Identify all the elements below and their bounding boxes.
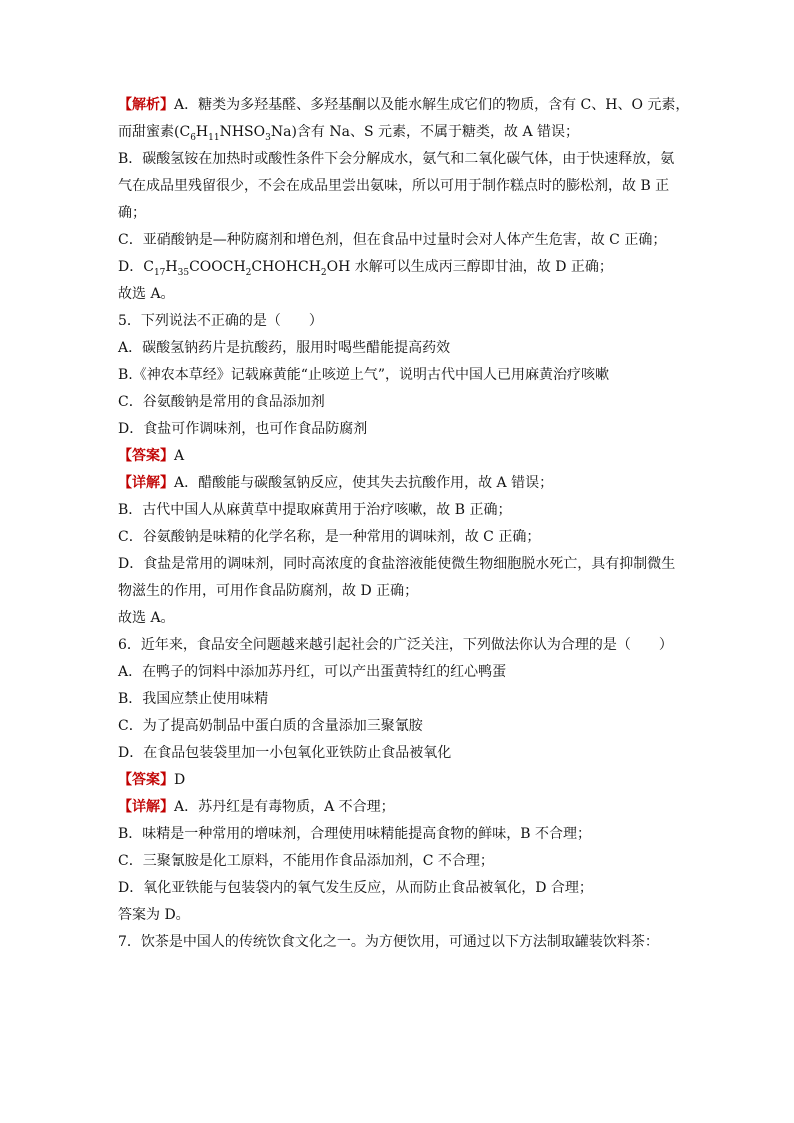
q6-detail-line-3: C．三聚氰胺是化工原料，不能用作食品添加剂，C 不合理； [118,853,494,869]
q5-stem: 5．下列说法不正确的是（ ） [118,313,323,329]
q6-option-b: B．我国应禁止使用味精 [118,691,269,707]
q6-conclusion: 答案为 D。 [118,907,190,923]
q6-detail-line-4: D．氧化亚铁能与包装袋内的氧气发生反应，从而防止食品被氧化，D 合理； [118,880,593,896]
q5-conclusion: 故选 A。 [118,610,175,626]
q4-conclusion: 故选 A。 [118,286,175,302]
q5-option-c: C．谷氨酸钠是常用的食品添加剂 [118,394,325,410]
q5-detail-line-3: C．谷氨酸钠是味精的化学名称，是一种常用的调味剂，故 C 正确； [118,529,541,545]
q6-answer: 【答案】D [118,772,186,788]
q4-analysis-line-4: 气在成品里残留很少，不会在成品里尝出氨味，所以可用于制作糕点时的膨松剂，故 B 正 [118,178,670,194]
q5-answer: 【答案】A [118,448,185,464]
q4-analysis-line-6: C．亚硝酸钠是—种防腐剂和增色剂，但在食品中过量时会对人体产生危害，故 C 正确； [118,232,667,248]
document-body [118,92,690,956]
detail-tag: 【详解】 [118,799,174,815]
q4-analysis-line-7: D．$C_{17}H_{35}COOCH_2CHOHCH_2OH$ 水解可以生成丙三醇即甘油，故 D 正确； [118,259,613,278]
q5-option-a: A．碳酸氢钠药片是抗酸药，服用时喝些醋能提高药效 [118,340,451,356]
q4-analysis-line-3: B．碳酸氢铵在加热时或酸性条件下会分解成水，氨气和二氧化碳气体，由于快速释放，氨 [118,151,675,167]
q6-detail-line-2: B．味精是一种常用的增味剂，合理使用味精能提高食物的鲜味，B 不合理； [118,826,592,842]
detail-tag: 【详解】 [118,475,174,491]
q5-detail-line-2: B．古代中国人从麻黄草中提取麻黄用于治疗咳嗽，故 B 正确； [118,502,512,518]
q6-stem: 6．近年来，食品安全问题越来越引起社会的广泛关注，下列做法你认为合理的是（ ） [118,637,673,653]
q7-stem: 7．饮茶是中国人的传统饮食文化之一。为方便饮用，可通过以下方法制取罐装饮料茶： [118,934,659,950]
answer-tag: 【答案】 [118,772,174,788]
q6-option-c: C．为了提高奶制品中蛋白质的含量添加三聚氰胺 [118,718,423,734]
q5-detail-line-5: 物滋生的作用，可用作食品防腐剂，故 D 正确； [118,583,419,599]
q6-detail-line-1: 【详解】A．苏丹红是有毒物质，A 不合理； [118,799,395,815]
q6-option-d: D．在食品包装袋里加一小包氧化亚铁防止食品被氧化 [118,745,452,761]
q5-detail-line-4: D．食盐是常用的调味剂，同时高浓度的食盐溶液能使微生物细胞脱水死亡，具有抑制微生 [118,556,676,572]
q4-analysis-line-5: 确； [118,205,146,221]
q5-option-b: B.《神农本草经》记载麻黄能“止咳逆上气”，说明古代中国人已用麻黄治疗咳嗽 [118,367,610,383]
q4-analysis-line-1: 【解析】A．糖类为多羟基醛、多羟基酮以及能水解生成它们的物质，含有 C、H、O 元素， [118,97,690,113]
analysis-tag: 【解析】 [118,97,174,113]
q5-detail-line-1: 【详解】A．醋酸能与碳酸氢钠反应，使其失去抗酸作用，故 A 错误； [118,475,554,491]
q4-analysis-line-2: 而甜蜜素$(C_6H_{11}NHSO_3Na)$含有 Na、S 元素，不属于糖类，故 A 错误； [118,124,580,143]
q6-option-a: A．在鸭子的饲料中添加苏丹红，可以产出蛋黄特红的红心鸭蛋 [118,664,507,680]
q5-option-d: D．食盐可作调味剂，也可作食品防腐剂 [118,421,368,437]
answer-tag: 【答案】 [118,448,174,464]
